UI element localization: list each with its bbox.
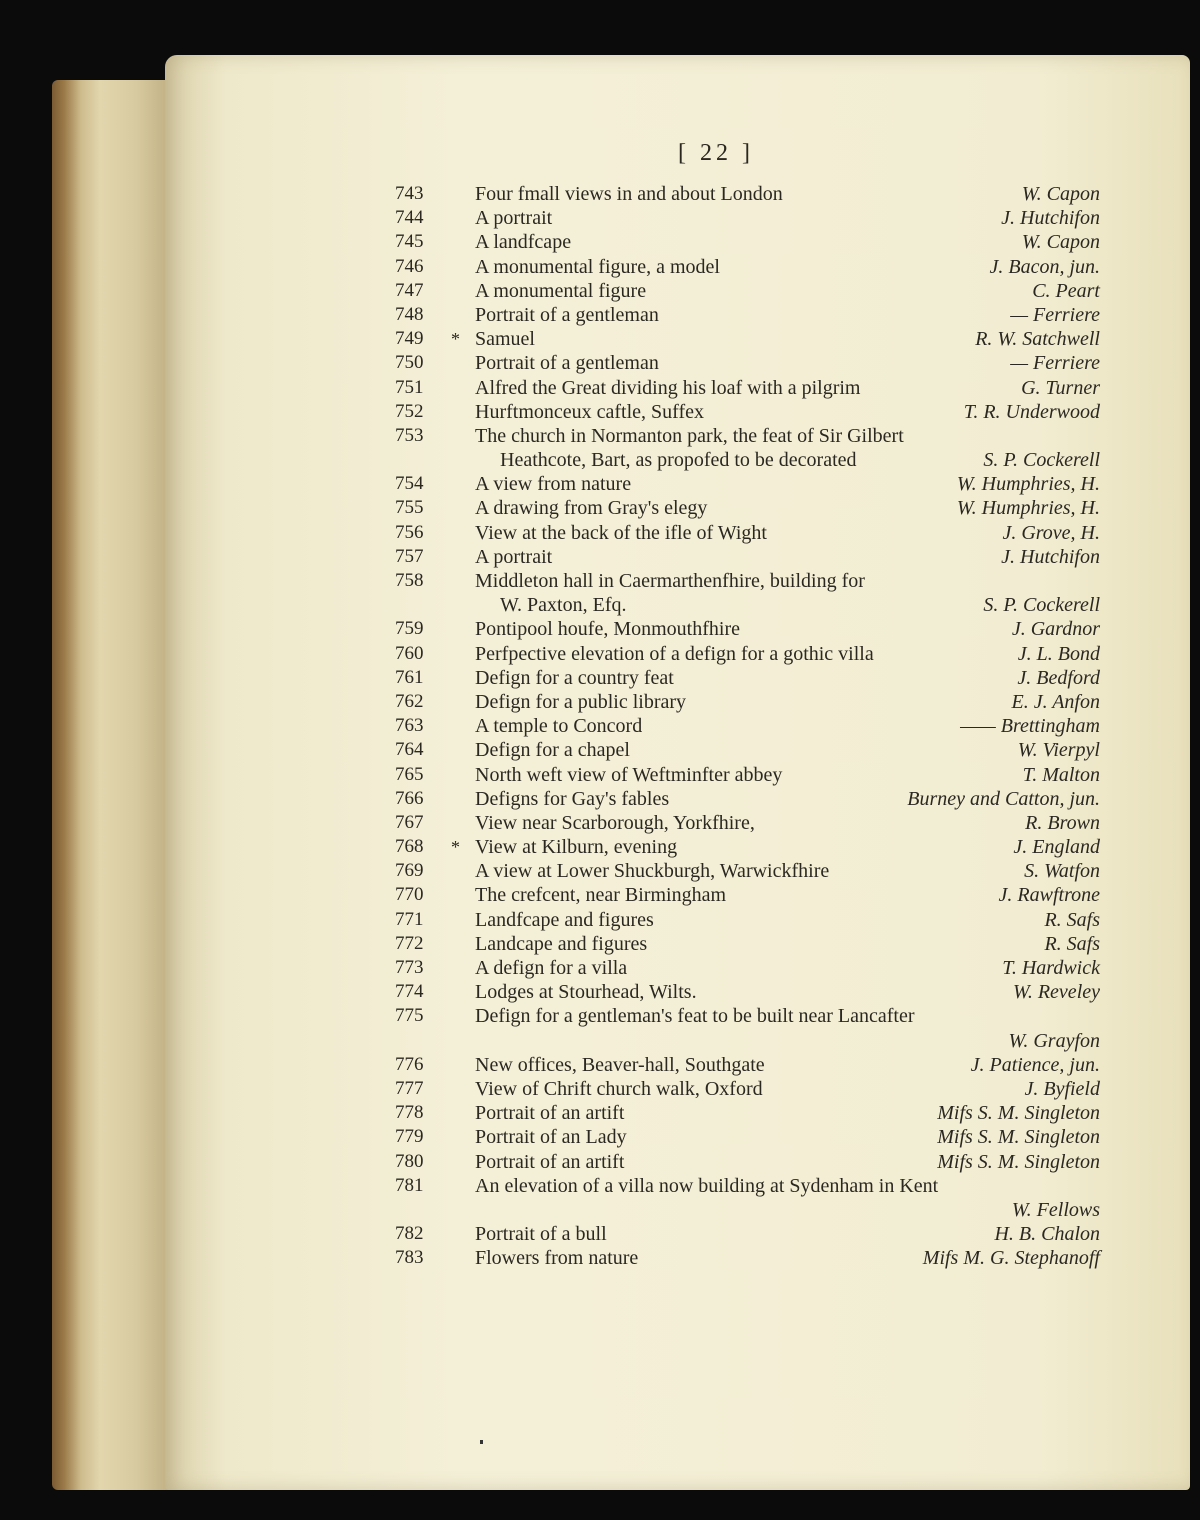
entry-artist: R. W. Satchwell <box>975 328 1100 351</box>
entry-number: 766 <box>395 787 424 809</box>
entry-title: View at the back of the ifle of Wight <box>475 521 767 544</box>
entry-number: 756 <box>395 521 424 543</box>
entry-number: 765 <box>395 763 424 785</box>
catalogue-entry <box>395 1125 1100 1149</box>
entry-title: Lodges at Stourhead, Wilts. <box>475 981 697 1004</box>
entry-title: Landfcape and figures <box>475 908 654 931</box>
entry-number: 754 <box>395 473 424 495</box>
catalogue-entry <box>395 932 1100 956</box>
entry-title: A defign for a villa <box>475 957 628 979</box>
entry-title: A portrait <box>475 545 553 568</box>
entry-artist: W. Capon <box>1021 183 1100 205</box>
entry-artist: R. Safs <box>1044 908 1100 931</box>
catalogue-entry <box>395 859 1100 883</box>
catalogue-entry <box>395 642 1100 666</box>
entry-number: 763 <box>395 715 424 737</box>
entry-artist: —— Brettingham <box>960 715 1100 738</box>
entry-artist: W. Fellows <box>1011 1198 1100 1221</box>
entry-artist: J. Rawftrone <box>998 884 1100 907</box>
entry-artist: — Ferriere <box>1010 303 1100 326</box>
entry-title: North weft view of Weftminfter abbey <box>475 763 783 786</box>
entry-artist: T. Hardwick <box>1002 957 1100 979</box>
catalogue-entry <box>395 666 1100 690</box>
entry-title: Four fmall views in and about London <box>475 183 783 205</box>
entry-number: 768 <box>395 836 424 858</box>
entry-artist: T. Malton <box>1022 763 1100 786</box>
entry-number: 777 <box>395 1077 424 1099</box>
entry-title: The crefcent, near Birmingham <box>475 884 726 907</box>
entry-number: 776 <box>395 1053 424 1075</box>
ink-speck <box>480 1440 483 1444</box>
entry-number: 770 <box>395 884 424 906</box>
entry-artist: J. Hutchifon <box>1001 207 1100 230</box>
catalogue-entry <box>395 1174 1100 1222</box>
entry-artist: W. Reveley <box>1013 981 1100 1004</box>
entry-artist: R. Safs <box>1044 932 1100 955</box>
catalogue-entry <box>395 351 1100 375</box>
entry-number: 745 <box>395 231 424 253</box>
catalogue-entry <box>395 327 1100 351</box>
entry-artist: G. Turner <box>1021 376 1100 399</box>
entry-number: 748 <box>395 303 424 325</box>
catalogue-entry <box>395 738 1100 762</box>
entry-number: 775 <box>395 1005 424 1027</box>
catalogue-entry <box>395 545 1100 569</box>
entry-title: A temple to Concord <box>475 715 643 738</box>
entry-artist: Burney and Catton, jun. <box>907 787 1100 810</box>
entry-number: 759 <box>395 618 424 640</box>
entry-artist: J. L. Bond <box>1017 642 1100 665</box>
entry-title: Defign for a gentleman's feat to be built near Lancafter <box>475 1005 915 1028</box>
entry-title: Portrait of a gentleman <box>475 352 659 375</box>
entry-number: 781 <box>395 1174 424 1196</box>
entry-artist: — Ferriere <box>1010 352 1100 375</box>
entry-number: 761 <box>395 666 424 688</box>
entry-number: 779 <box>395 1126 424 1148</box>
entry-title: View near Scarborough, Yorkfhire, <box>475 811 755 834</box>
entry-title: A portrait <box>475 207 553 230</box>
catalogue-entry <box>395 883 1100 907</box>
entry-number: 751 <box>395 376 424 398</box>
entry-number: 758 <box>395 570 424 591</box>
catalogue-entry <box>395 255 1100 279</box>
catalogue-entry <box>395 1077 1100 1101</box>
catalogue-entry <box>395 1150 1100 1174</box>
entry-title: A view at Lower Shuckburgh, Warwickfhire <box>475 860 830 883</box>
catalogue-entry <box>395 400 1100 424</box>
book-page-edges <box>52 80 172 1490</box>
catalogue-entry <box>395 206 1100 230</box>
entry-artist: W. Humphries, H. <box>956 473 1100 496</box>
entry-artist: J. Bedford <box>1017 666 1100 689</box>
entry-star: * <box>451 837 460 858</box>
entry-title: A monumental figure <box>475 279 647 302</box>
entry-artist: W. Grayfon <box>1008 1029 1100 1052</box>
entry-number: 783 <box>395 1247 424 1269</box>
entry-title: Hurftmonceux caftle, Suffex <box>475 400 704 423</box>
entry-title: A landfcape <box>475 231 572 254</box>
entry-title-continued: W. Paxton, Efq. <box>500 594 627 617</box>
entry-artist: T. R. Underwood <box>963 400 1100 423</box>
entry-title: A view from nature <box>475 473 632 496</box>
entry-number: 771 <box>395 908 424 930</box>
entry-artist: J. Hutchifon <box>1001 545 1100 568</box>
entry-title: New offices, Beaver-hall, Southgate <box>475 1053 765 1076</box>
entry-title: A monumental figure, a model <box>475 255 720 278</box>
entry-artist: Mifs S. M. Singleton <box>937 1126 1100 1149</box>
entry-number: 757 <box>395 545 424 567</box>
entry-title-continued: Heathcote, Bart, as propofed to be decorated <box>500 449 857 472</box>
entry-artist: J. Patience, jun. <box>970 1053 1100 1076</box>
catalogue-entry <box>395 521 1100 545</box>
entry-artist: H. B. Chalon <box>994 1223 1100 1246</box>
catalogue-entry <box>395 908 1100 932</box>
entry-number: 744 <box>395 207 424 229</box>
entry-artist: S. P. Cockerell <box>983 449 1100 472</box>
entry-number: 769 <box>395 860 424 882</box>
catalogue-entry <box>395 714 1100 738</box>
entry-title: Defign for a public library <box>475 690 687 713</box>
entry-artist: S. Watfon <box>1024 860 1100 883</box>
catalogue-entry <box>395 472 1100 496</box>
entry-title: Flowers from nature <box>475 1247 639 1270</box>
entry-artist: J. Bacon, jun. <box>989 255 1100 278</box>
entry-number: 750 <box>395 352 424 374</box>
catalogue-entry <box>395 230 1100 254</box>
entry-title: Alfred the Great dividing his loaf with a pilgrim <box>475 376 861 399</box>
catalogue-entry <box>395 787 1100 811</box>
entry-title: Perfpective elevation of a defign for a gothic villa <box>475 642 874 665</box>
catalogue-entry <box>395 980 1100 1004</box>
catalogue-entry <box>395 303 1100 327</box>
entry-title: Landcape and figures <box>475 932 648 955</box>
catalogue-entry <box>395 496 1100 520</box>
entry-number: 773 <box>395 957 424 978</box>
entry-artist: J. Byfield <box>1024 1077 1100 1100</box>
entry-title: Portrait of a bull <box>475 1223 607 1246</box>
catalogue-entry <box>395 1222 1100 1246</box>
entry-title: Portrait of an Lady <box>475 1126 627 1149</box>
entry-artist: W. Humphries, H. <box>956 497 1100 520</box>
entry-artist: J. Gardnor <box>1011 618 1100 641</box>
catalogue-entry <box>395 763 1100 787</box>
entry-artist: W. Vierpyl <box>1017 739 1100 762</box>
catalogue-entry <box>395 279 1100 303</box>
entry-title: A drawing from Gray's elegy <box>475 497 708 520</box>
entry-artist: Mifs M. G. Stephanoff <box>922 1247 1100 1270</box>
entry-number: 780 <box>395 1150 424 1172</box>
entry-number: 764 <box>395 739 424 761</box>
entry-title: Defign for a chapel <box>475 739 630 762</box>
entry-number: 762 <box>395 690 424 712</box>
entry-artist: Mifs S. M. Singleton <box>937 1102 1100 1125</box>
entry-number: 767 <box>395 811 424 833</box>
catalogue-entry <box>395 835 1100 859</box>
entry-number: 752 <box>395 400 424 422</box>
entry-title: Defigns for Gay's fables <box>475 787 670 810</box>
entry-title: Portrait of a gentleman <box>475 303 659 326</box>
catalogue-list <box>395 182 1100 1270</box>
entry-title: Portrait of an artift <box>475 1150 625 1173</box>
catalogue-entry <box>395 956 1100 980</box>
page-number: [ 22 ] <box>678 140 754 166</box>
entry-artist: S. P. Cockerell <box>983 594 1100 617</box>
catalogue-entry <box>395 1004 1100 1052</box>
entry-number: 753 <box>395 424 424 446</box>
entry-number: 746 <box>395 255 424 277</box>
entry-artist: R. Brown <box>1025 811 1100 834</box>
catalogue-entry <box>395 617 1100 641</box>
catalogue-entry <box>395 811 1100 835</box>
catalogue-entry <box>395 376 1100 400</box>
catalogue-entry <box>395 424 1100 472</box>
catalogue-entry <box>395 182 1100 206</box>
entry-title: View of Chrift church walk, Oxford <box>475 1077 763 1100</box>
entry-star: * <box>451 329 460 350</box>
entry-artist: J. Grove, H. <box>1002 521 1100 544</box>
catalogue-entry <box>395 1053 1100 1077</box>
entry-title: Defign for a country feat <box>475 666 674 689</box>
entry-number: 774 <box>395 981 424 1003</box>
catalogue-entry <box>395 690 1100 714</box>
entry-number: 782 <box>395 1223 424 1245</box>
entry-number: 749 <box>395 328 424 350</box>
entry-number: 760 <box>395 642 424 664</box>
entry-title: Portrait of an artift <box>475 1102 625 1125</box>
catalogue-entry <box>395 1101 1100 1125</box>
entry-title: An elevation of a villa now building at Sydenham in Kent <box>475 1174 939 1197</box>
entry-number: 778 <box>395 1102 424 1124</box>
entry-artist: C. Peart <box>1032 279 1100 302</box>
entry-artist: E. J. Anfon <box>1011 690 1100 713</box>
entry-number: 747 <box>395 279 424 301</box>
entry-title: View at Kilburn, evening <box>475 836 678 859</box>
entry-title: Samuel <box>475 328 535 351</box>
entry-artist: W. Capon <box>1021 231 1100 254</box>
entry-number: 743 <box>395 183 424 204</box>
entry-title: Pontipool houfe, Monmouthfhire <box>475 618 740 641</box>
catalogue-entry <box>395 1246 1100 1270</box>
entry-title: Middleton hall in Caermarthenfhire, building for <box>475 570 865 592</box>
entry-number: 772 <box>395 932 424 954</box>
entry-artist: Mifs S. M. Singleton <box>937 1150 1100 1173</box>
entry-number: 755 <box>395 497 424 519</box>
entry-artist: J. England <box>1013 836 1100 859</box>
entry-title: The church in Normanton park, the feat of Sir Gilbert <box>475 424 904 447</box>
catalogue-entry <box>395 569 1100 617</box>
